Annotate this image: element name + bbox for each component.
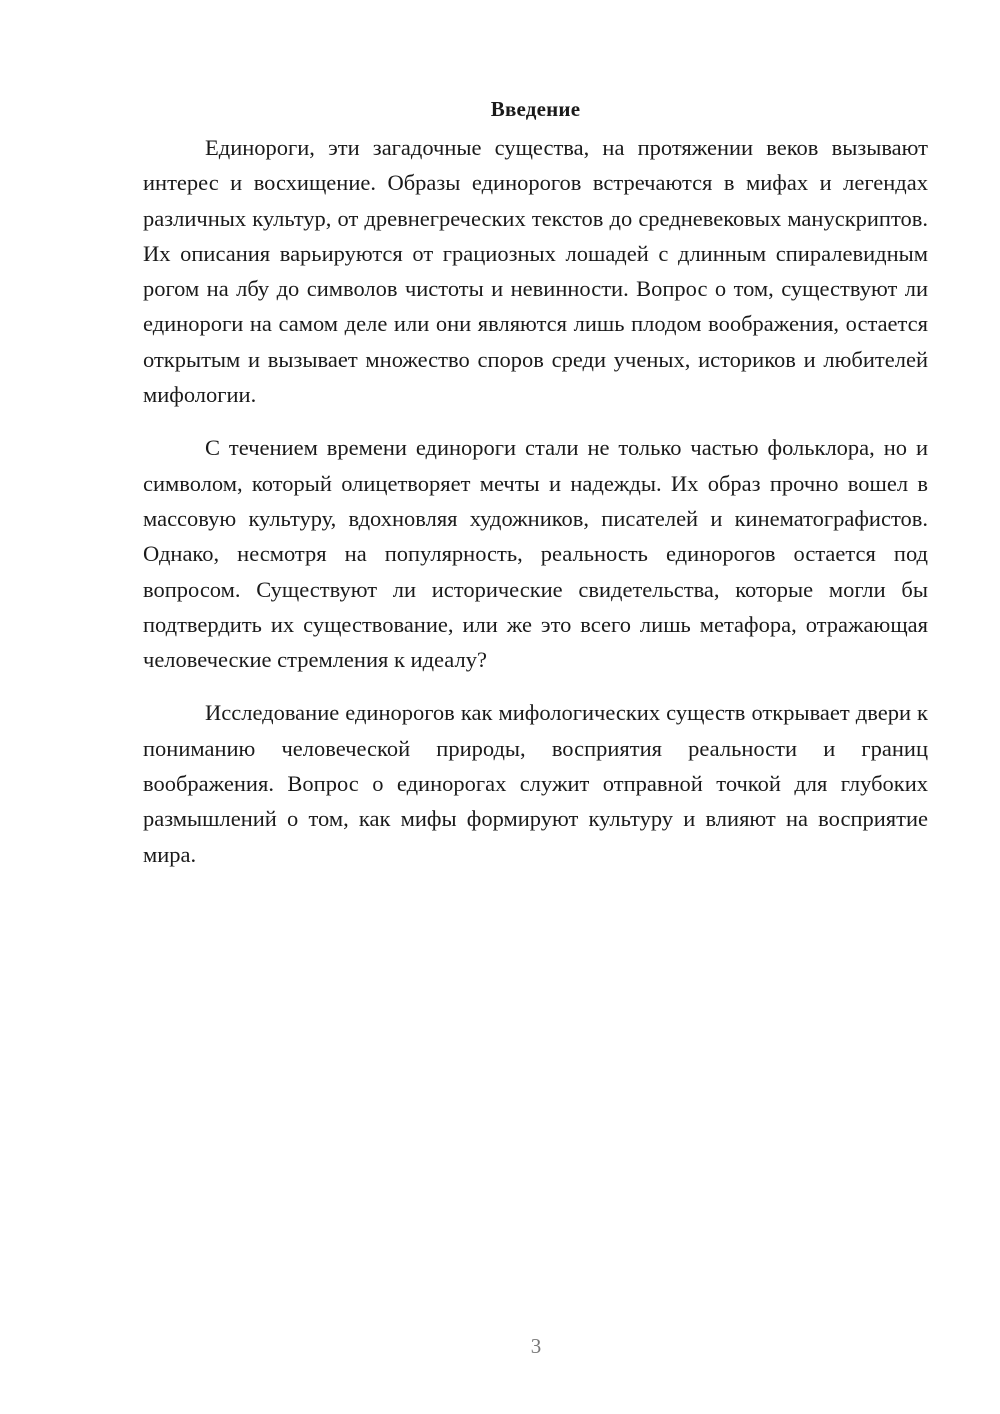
paragraph-3: Исследование единорогов как мифологических существ открывает двери к пониманию человеческой природы, восприятия реальности и границ воображения. Вопрос о единорогах служит отправной точкой для глубоких размышлений о том, как мифы формируют культуру и влияют на восприятие мира. xyxy=(143,700,928,867)
page-content xyxy=(143,92,928,890)
paragraph-1: Единороги, эти загадочные существа, на протяжении веков вызывают интерес и восхищение. Образы единорогов встречаются в мифах и легендах различных культур, от древнегреческих текстов до средневековых манускриптов. Их описания варьируются от грациозных лошадей с длинным спиралевидным рогом на лбу до символов чистоты и невинности. Вопрос о том, существуют ли единороги на самом деле или они являются лишь плодом воображения, остается открытым и вызывает множество споров среди ученых, историков и любителей мифологии. xyxy=(143,135,928,408)
section-heading: Введение xyxy=(490,97,581,121)
page-number: 3 xyxy=(530,1334,542,1358)
paragraph-2: С течением времени единороги стали не только частью фольклора, но и символом, который олицетворяет мечты и надежды. Их образ прочно вошел в массовую культуру, вдохновляя художников, писателей и кинематографистов. Однако, несмотря на популярность, реальность единорогов остается под вопросом. Существуют ли исторические свидетельства, которые могли бы подтвердить их существование, или же это всего лишь метафора, отражающая человеческие стремления к идеалу? xyxy=(143,435,928,673)
